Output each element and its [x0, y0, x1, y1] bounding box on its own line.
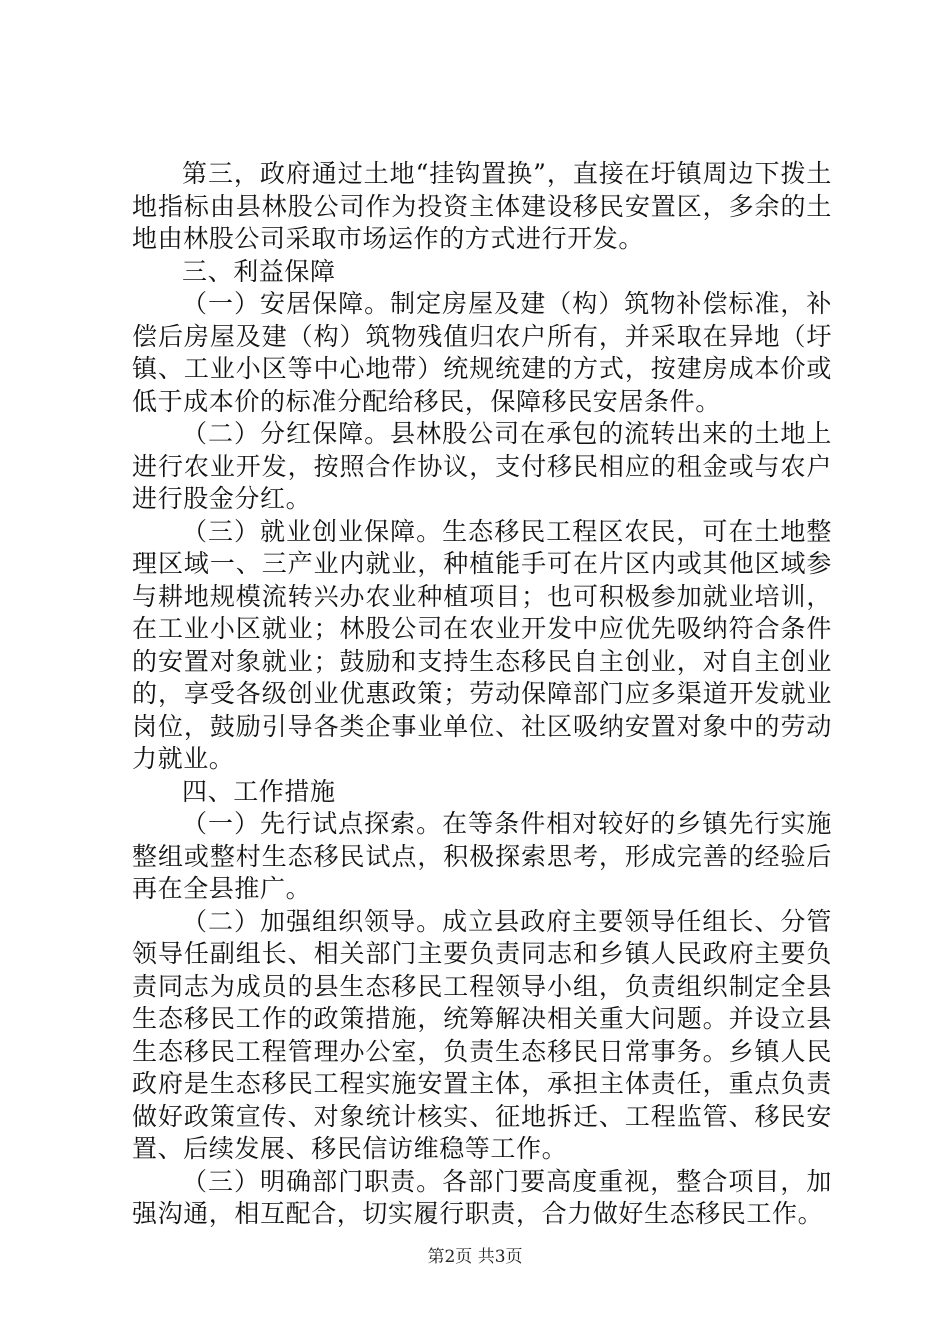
document-body	[132, 158, 832, 1231]
paragraph-dividend-guarantee: （二）分红保障。县林股公司在承包的流转出来的土地上进行农业开发，按照合作协议，支付移民相应的租金或与农户进行股金分红。	[132, 419, 832, 513]
paragraph-department-duties: （三）明确部门职责。各部门要高度重视，整合项目，加强沟通，相互配合，切实履行职责，合力做好生态移民工作。	[132, 1166, 832, 1228]
paragraph-land-swap: 第三，政府通过土地“挂钩置换”，直接在圩镇周边下拨土地指标由县林股公司作为投资主体建设移民安置区，多余的土地由林股公司采取市场运作的方式进行开发。	[132, 159, 832, 253]
paragraph-pilot-exploration: （一）先行试点探索。在等条件相对较好的乡镇先行实施整组或整村生态移民试点，积极探索思考，形成完善的经验后再在全县推广。	[132, 809, 832, 903]
paragraph-housing-guarantee: （一）安居保障。制定房屋及建（构）筑物补偿标准，补偿后房屋及建（构）筑物残值归农户所有，并采取在异地（圩镇、工业小区等中心地带）统规统建的方式，按建房成本价或低于成本价的标准分配给移民，保障移民安居条件。	[132, 289, 832, 416]
paragraph-organization-leadership: （二）加强组织领导。成立县政府主要领导任组长、分管领导任副组长、相关部门主要负责同志和乡镇人民政府主要负责同志为成员的县生态移民工程领导小组，负责组织制定全县生态移民工作的政策措施，统筹解决相关重大问题。并设立县生态移民工程管理办公室，负责生态移民日常事务。乡镇人民政府是生态移民工程实施安置主体，承担主体责任，重点负责做好政策宣传、对象统计核实、征地拆迁、工程监管、移民安置、后续发展、移民信访维稳等工作。	[132, 906, 832, 1163]
heading-benefit-guarantee: 三、利益保障	[182, 256, 336, 286]
page-number-footer: 第2页 共3页	[427, 1247, 523, 1267]
heading-work-measures: 四、工作措施	[182, 776, 336, 806]
paragraph-employment-guarantee: （三）就业创业保障。生态移民工程区农民，可在土地整理区域一、三产业内就业，种植能手可在片区内或其他区域参与耕地规模流转兴办农业种植项目；也可积极参加就业培训，在工业小区就业；林股公司在农业开发中应优先吸纳符合条件的安置对象就业；鼓励和支持生态移民自主创业，对自主创业的，享受各级创业优惠政策；劳动保障部门应多渠道开发就业岗位，鼓励引导各类企事业单位、社区吸纳安置对象中的劳动力就业。	[132, 516, 832, 773]
